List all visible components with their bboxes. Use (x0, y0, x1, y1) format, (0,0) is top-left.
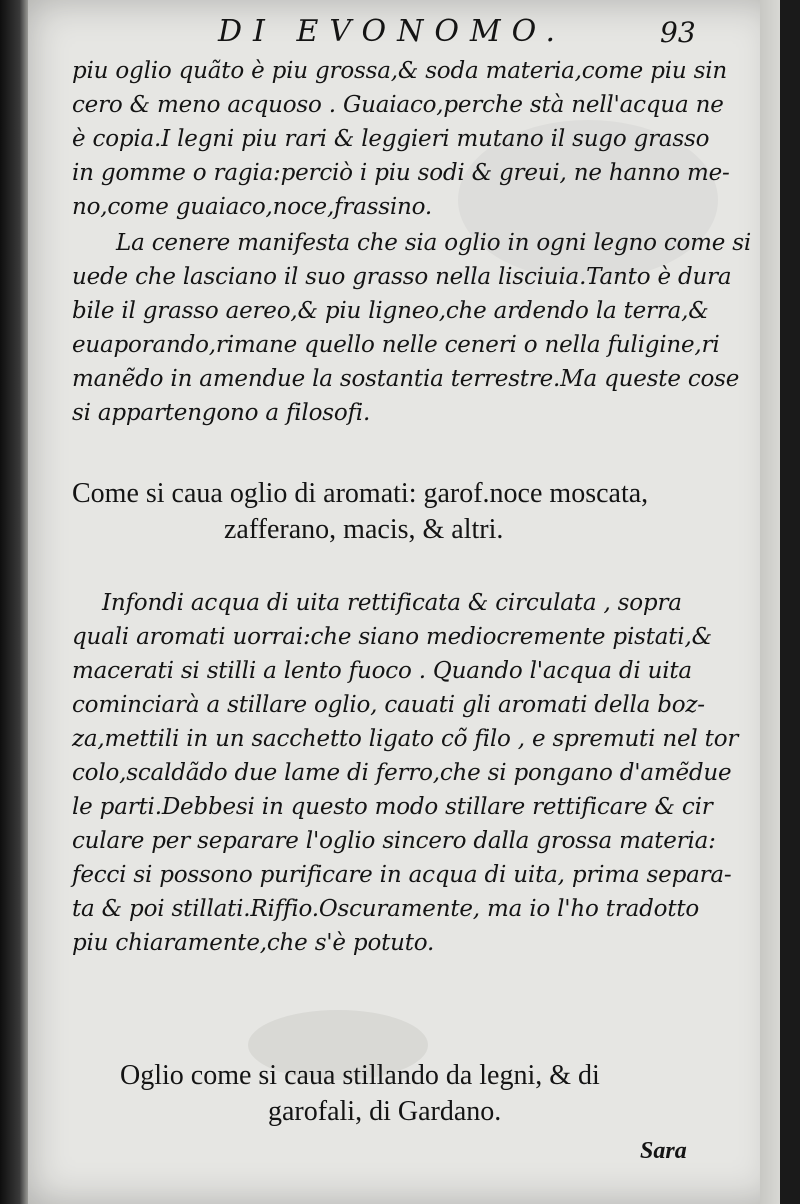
text-line: Infondi acqua di uita rettificata & circulata , sopra (102, 590, 682, 616)
heading-line: Come si caua oglio di aromati: garof.noce moscata, (72, 478, 649, 509)
text-line: si appartengono a filosofi. (72, 400, 371, 426)
paragraph-2 (72, 226, 752, 430)
text-line: euaporando,rimane quello nelle ceneri o nella fuligine,ri (72, 332, 720, 358)
text-line: za,mettili in un sacchetto ligato cõ filo , e spremuti nel tor (72, 726, 739, 752)
heading-line: Oglio come si caua stillando da legni, & di (120, 1060, 600, 1091)
text-line: culare per separare l'oglio sincero dalla grossa materia: (72, 828, 716, 854)
section-heading-2 (120, 1058, 740, 1130)
text-line: ta & poi stillati.Riffio.Oscuramente, ma io l'ho tradotto (72, 896, 700, 922)
catchword: Sara (640, 1138, 687, 1164)
page-header (28, 14, 780, 54)
text-line: piu oglio quãto è piu grossa,& soda materia,come piu sin (72, 58, 727, 84)
text-line: La cenere manifesta che sia oglio in ogni legno come si (116, 230, 752, 256)
text-line: in gomme o ragia:perciò i piu sodi & greui, ne hanno me- (72, 160, 730, 186)
text-line: no,come guaiaco,noce,frassino. (72, 194, 433, 220)
paragraph-1 (72, 54, 752, 224)
text-line: macerati si stilli a lento fuoco . Quando l'acqua di uita (72, 658, 692, 684)
text-line: le parti.Debbesi in questo modo stillare rettificare & cir (72, 794, 713, 820)
text-line: bile il grasso aereo,& piu ligneo,che ardendo la terra,& (72, 298, 709, 324)
text-line: fecci si possono purificare in acqua di uita, prima separa- (72, 862, 732, 888)
section-heading-1 (72, 476, 752, 548)
text-line: piu chiaramente,che s'è potuto. (72, 930, 435, 956)
text-line: cominciarà a stillare oglio, cauati gli aromati della boz- (72, 692, 705, 718)
book-gutter-shadow (0, 0, 28, 1204)
text-line: quali aromati uorrai:che siano mediocremente pistati,& (72, 624, 712, 650)
text-line: colo,scaldãdo due lame di ferro,che si pongano d'amẽdue (72, 760, 732, 786)
heading-line: zafferano, macis, & altri. (224, 514, 504, 545)
page-number: 93 (660, 16, 696, 49)
paragraph-3 (72, 586, 752, 960)
text-line: uede che lasciano il suo grasso nella lisciuia.Tanto è dura (72, 264, 732, 290)
page-edge (760, 0, 780, 1204)
heading-line: garofali, di Gardano. (268, 1096, 502, 1127)
running-head: DI EVONOMO. (218, 14, 567, 49)
text-line: manẽdo in amendue la sostantia terrestre.Ma queste cose (72, 366, 740, 392)
book-page (28, 0, 780, 1204)
text-line: è copia.I legni piu rari & leggieri mutano il sugo grasso (72, 126, 710, 152)
text-line: cero & meno acquoso . Guaiaco,perche stà nell'acqua ne (72, 92, 724, 118)
